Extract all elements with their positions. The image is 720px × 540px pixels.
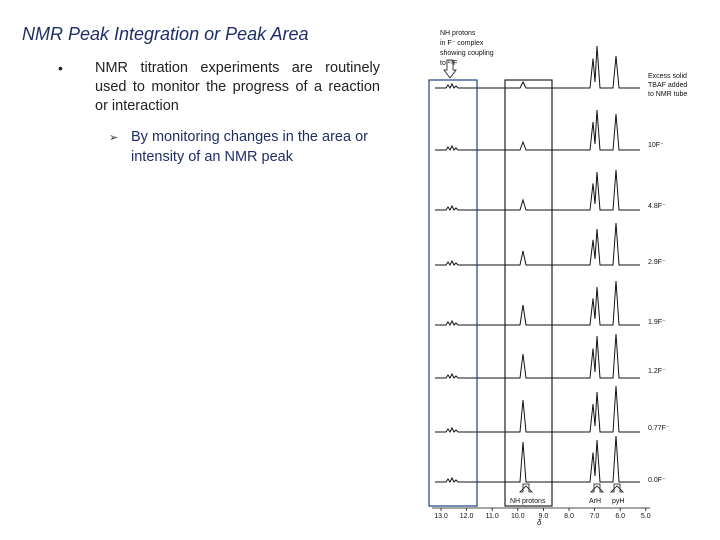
x-axis-tick-label: 12.0 <box>459 513 474 520</box>
spectrum-trace <box>435 110 640 150</box>
x-axis-tick-label: 13.0 <box>434 513 448 520</box>
bullet-text: NMR titration experiments are routinely used to monitor the progress of a reaction or interaction <box>95 60 380 114</box>
spectrum-trace <box>435 223 640 265</box>
nh-annotation-line: showing coupling <box>440 50 494 57</box>
excess-annotation-line: Excess solid <box>648 73 687 80</box>
pyh-label: pyH <box>612 498 625 505</box>
nh-region-highlight-box <box>505 80 552 506</box>
spectrum-trace <box>435 281 640 325</box>
delta-axis-symbol: δ <box>537 518 542 527</box>
x-axis-tick-label: 7.0 <box>589 513 600 520</box>
nmr-traces <box>435 46 640 482</box>
x-axis-tick-label: 10.0 <box>510 513 525 520</box>
trace-label: 1.2F⁻ <box>648 368 666 375</box>
trace-label: 4.8F⁻ <box>648 203 666 210</box>
x-axis-tick-label: 6.0 <box>615 513 626 520</box>
sub-bullet-text: By monitoring changes in the area or intensity of an NMR peak <box>131 129 368 165</box>
trace-label: 2.9F⁻ <box>648 259 666 266</box>
x-axis-tick-label: 5.0 <box>640 513 651 520</box>
x-axis-tick-label: 9.0 <box>538 513 549 520</box>
spectrum-trace <box>435 436 640 482</box>
x-axis-tick-label: 8.0 <box>564 513 574 520</box>
spectrum-trace <box>435 334 640 378</box>
excess-annotation-line: to NMR tube <box>648 91 688 98</box>
nh-highlight-box <box>429 80 477 506</box>
nh-annotation-line: in F⁻ complex <box>440 40 484 47</box>
x-axis-tick-label: 11.0 <box>485 513 499 520</box>
trace-label: 0.77F⁻ <box>648 425 670 432</box>
nh-annotation-line: NH protons <box>440 30 476 37</box>
spectrum-trace <box>435 170 640 210</box>
nh-annotation-line: to ¹⁹F <box>440 60 458 67</box>
nh-protons-label: NH protons <box>510 498 546 505</box>
trace-label: 1.9F⁻ <box>648 319 666 326</box>
arh-label: ArH <box>589 498 602 505</box>
arrow-bullet-icon: ➢ <box>109 132 119 144</box>
trace-label: 10F⁻ <box>648 142 664 149</box>
nh-up-arrow-icon <box>520 484 532 492</box>
bullet-marker: • <box>58 60 63 76</box>
excess-annotation-line: TBAF added <box>648 82 688 89</box>
arh-up-arrow-icon <box>591 484 603 492</box>
slide-title: NMR Peak Integration or Peak Area <box>22 24 309 44</box>
trace-label: 0.0F⁻ <box>648 477 666 484</box>
pyh-up-arrow-icon <box>611 484 623 492</box>
spectrum-trace <box>435 386 640 432</box>
